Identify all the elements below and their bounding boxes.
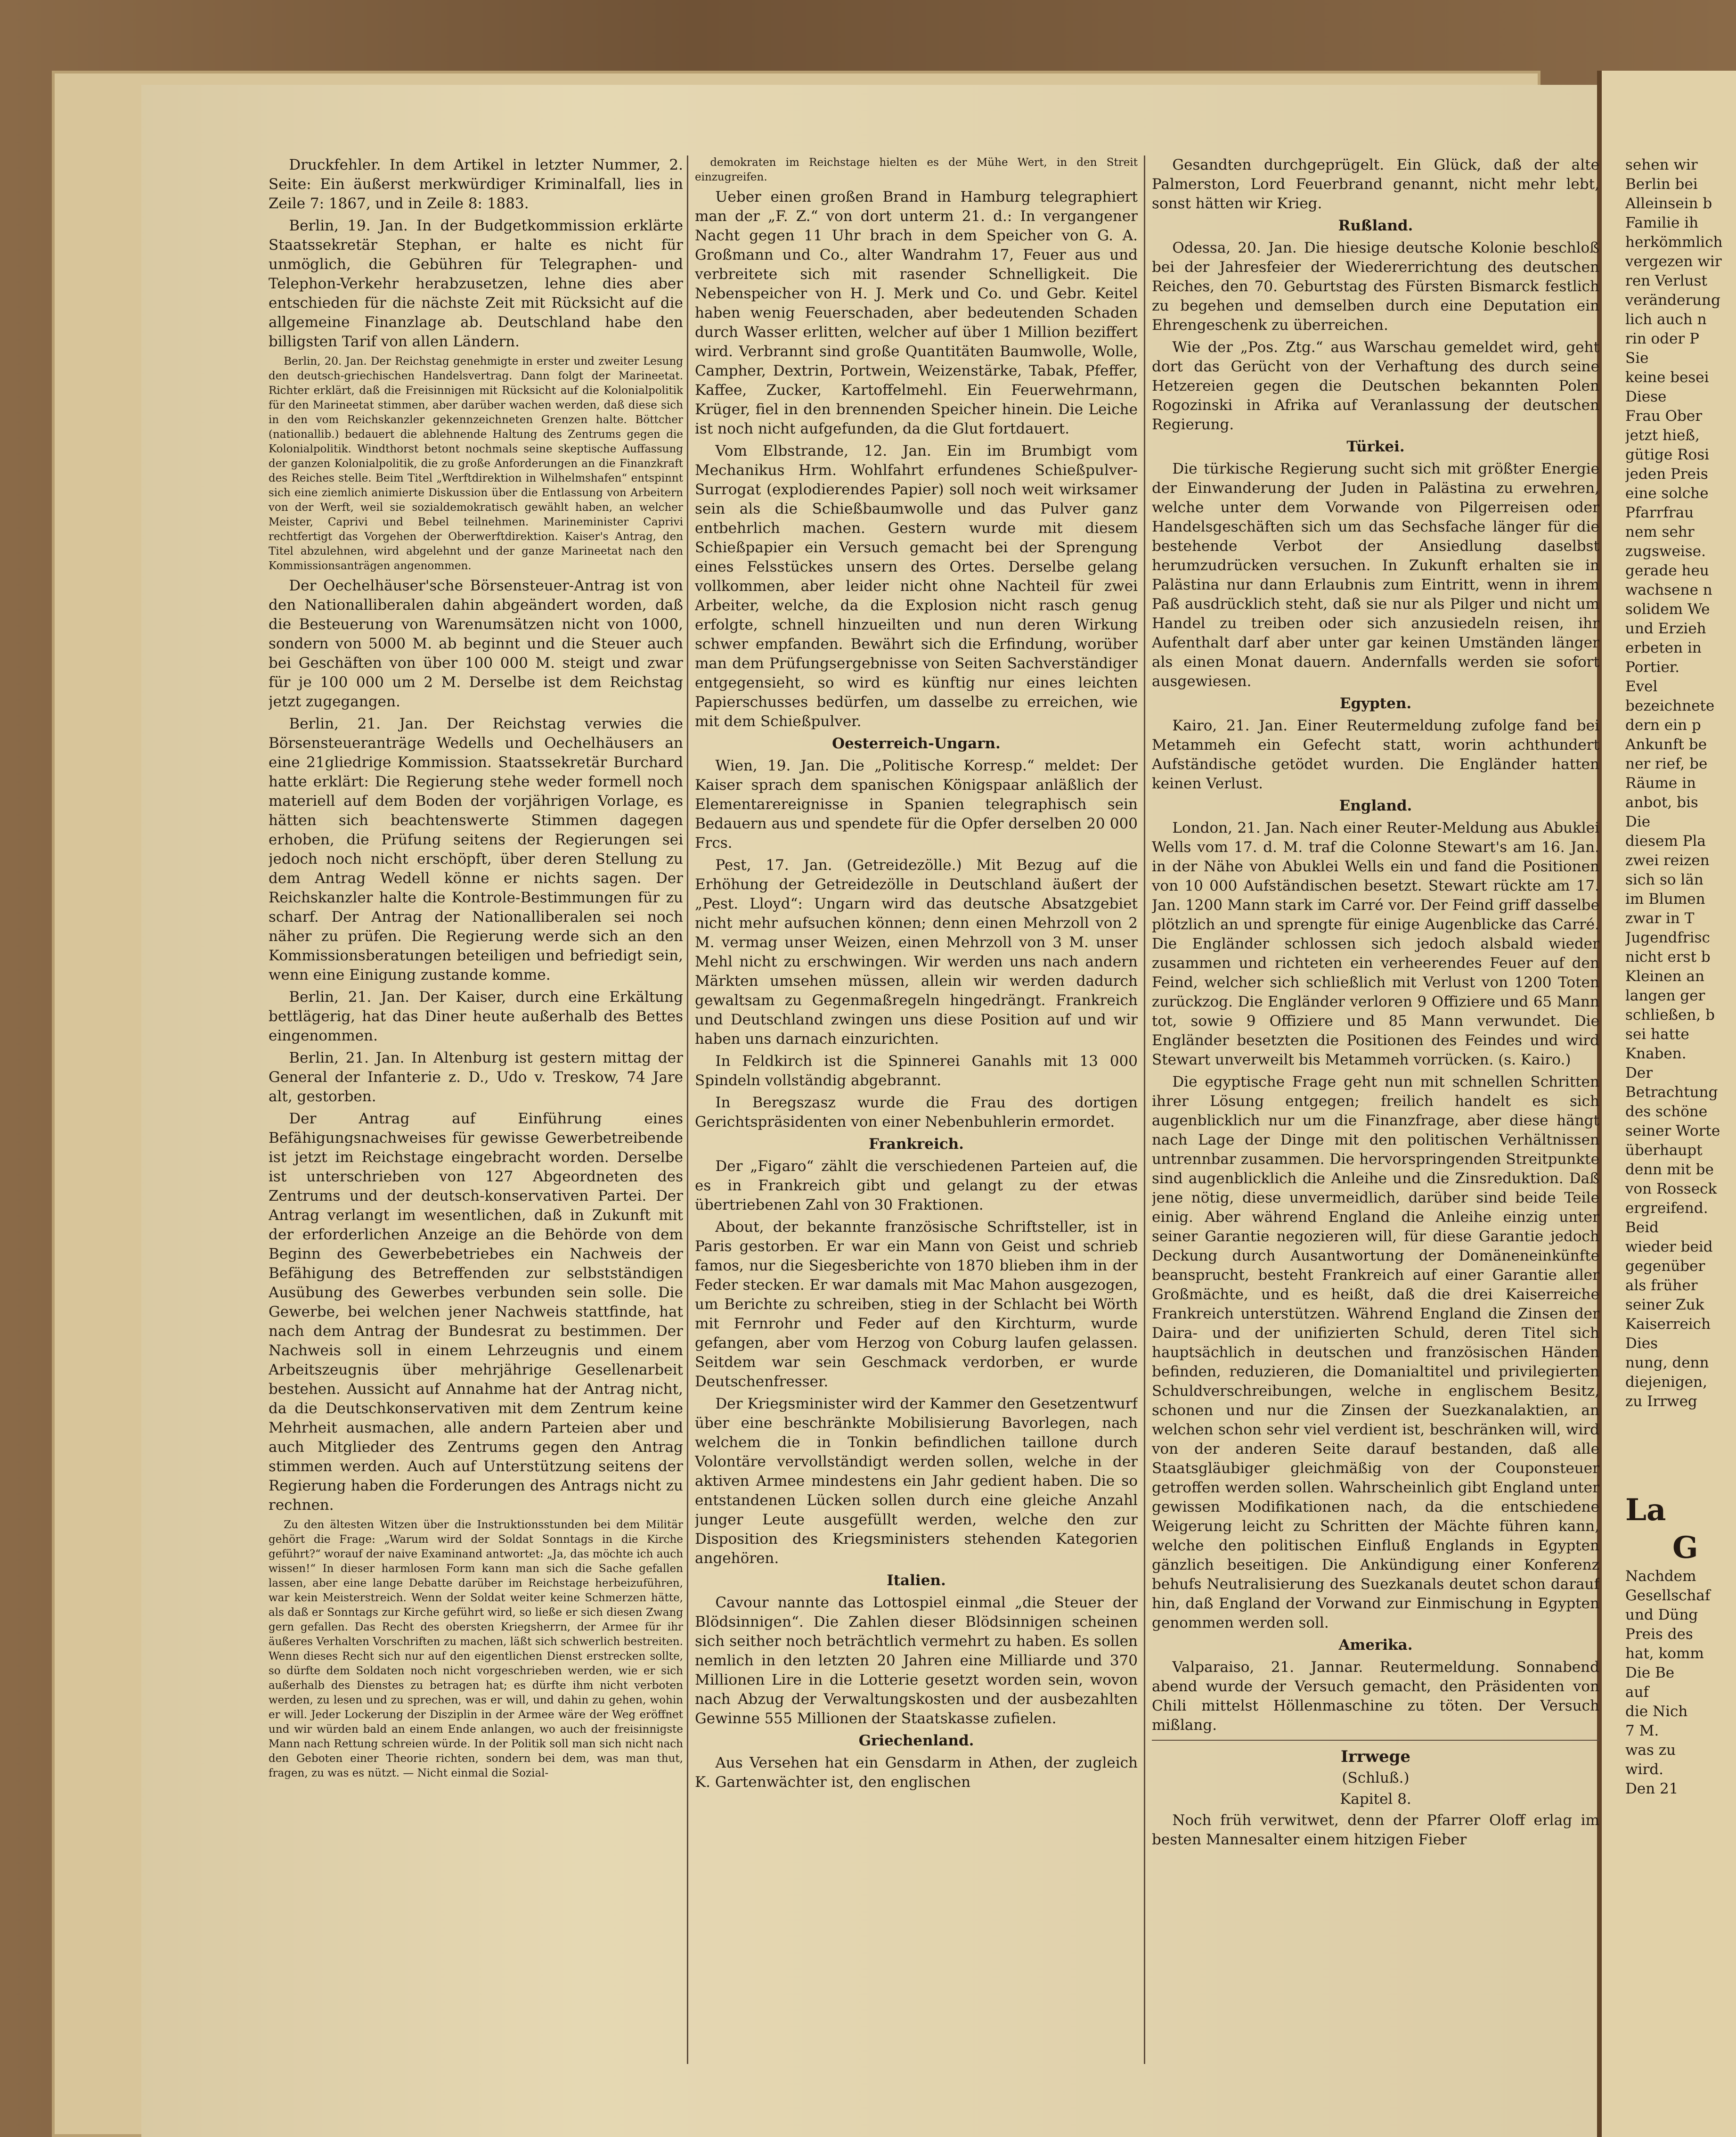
story-chapter: Kapitel 8. xyxy=(1340,1791,1411,1808)
divider xyxy=(1152,1740,1599,1741)
column-4-partial xyxy=(1625,156,1734,2064)
paragraph: Valparaiso, 21. Jannar. Reutermeldung. Sonnabend abend wurde der Versuch gemacht, den Präsidenten von Chili mittelst Höllenmaschine zu töten. Der Versuch mißlang. xyxy=(1152,1659,1599,1734)
text-fragment: Frau Ober xyxy=(1625,408,1703,425)
story-title: Irrwege xyxy=(1340,1747,1411,1766)
column-1 xyxy=(269,156,683,2064)
text-fragment: Nachdem xyxy=(1625,1568,1696,1585)
paragraph: Berlin, 21. Jan. Der Kaiser, durch eine Erkältung bettlägerig, hat das Diner heute außerhalb des Bettes eingenommen. xyxy=(269,989,683,1044)
text-fragment: Berlin bei xyxy=(1625,176,1698,193)
text-fragment: auf xyxy=(1625,1684,1649,1701)
text-fragment: hat, komm xyxy=(1625,1645,1704,1662)
paragraph: Pest, 17. Jan. (Getreidezölle.) Mit Bezug auf die Erhöhung der Getreidezölle in Deutschland äußert der „Pest. Lloyd“: Ungarn wird das deutsche Absatzgebiet nicht mehr aufsuchen können; denn einen Mehrzoll von 2 M. vermag unser Weizen, einen Mehrzoll von 3 M. unser Mehl nicht zu erschwingen. Wir werden uns nach andern Märkten umsehen müssen, allein wir werden dadurch gewaltsam zu Gegenmaßregeln hingedrängt. Frankreich und Deutschland zwingen uns diese Position auf und wir haben uns darnach einzurichten. xyxy=(695,857,1138,1048)
text-fragment: gegenüber xyxy=(1625,1258,1705,1275)
text-fragment: Beid xyxy=(1625,1219,1659,1236)
text-fragment: und Erzieh xyxy=(1625,620,1706,637)
text-fragment: ren Verlust xyxy=(1625,272,1707,289)
text-fragment: rin oder P xyxy=(1625,330,1699,347)
text-fragment: Räume in xyxy=(1625,775,1696,792)
paragraph: Aus Versehen hat ein Gensdarm in Athen, der zugleich K. Gartenwächter ist, den englischen xyxy=(695,1754,1138,1791)
paragraph: Die egyptische Frage geht nun mit schnellen Schritten ihrer Lösung entgegen; freilich handelt es sich augenblicklich nur um die Finanzfrage, aber diese hängt nach Lage der Dinge mit den politischen Verhältnissen untrennbar zusammen. Die hervorspringenden Streitpunkte sind augenblicklich die Anleihe und die Zinsreduktion. Daß jene nötig, diese unvermeidlich, darüber sind beide Teile einig. Aber während England die Anleihe einzig unter seiner Garantie negozieren will, für diese Garantie jedoch Deckung durch Ausantwortung der Domäneneinkünfte beansprucht, besteht Frankreich auf einer Garantie aller Großmächte, und es heißt, daß die drei Kaiserreiche Frankreich unterstützen. Während England die Zinsen der Daira- und der unifizierten Schuld, deren Titel sich hauptsächlich in deutschen und französischen Händen befinden, reduzieren, die Domanialtitel und privilegierten Schuldverschreibungen, welche in englischem Besitz, schonen und nur die Zinsen der Suezkanalaktien, an welchen schon sehr viel verdient ist, beschränken will, wird von der anderen Seite darauf bestanden, daß alle Staatsgläubiger gleichmäßig von der Couponsteuer getroffen werden sollen. Wahrscheinlich gibt England unter gewissen Modifikationen nach, da die entschiedene Weigerung leicht zu Schritten der Mächte führen kann, welche den politischen Einfluß Englands in Egypten gänzlich beseitigen. Die Ankündigung einer Konferenz behufs Neutralisierung des Suezkanals deutet schon darauf hin, daß England der Vorwand zur Einmischung in Egypten genommen werden soll. xyxy=(1152,1073,1599,1631)
text-fragment: keine besei xyxy=(1625,369,1709,386)
paragraph: Berlin, 20. Jan. Der Reichstag genehmigte in erster und zweiter Lesung den deutsch-griechischen Handelsvertrag. Dann folgt der Marineetat. Richter erklärt, daß die Freisinnigen mit Rücksicht auf die Kolonialpolitik für den Marineetat stimmen, aber darüber wachen werden, daß diese sich in den vom Reichskanzler gekennzeichneten Grenzen halte. Böttcher (nationallib.) bedauert die ablehnende Haltung des Zentrums gegen die Kolonialpolitik. Windthorst betont nochmals seine skeptische Auffassung der ganzen Kolonialpolitik, die zu große Anforderungen an die Finanzkraft des Reiches stelle. Beim Titel „Werftdirektion in Wilhelmshafen“ entspinnt sich eine ziemlich animierte Diskussion über die Entlassung von Arbeitern von der Werft, weil sie sozialdemokratisch gewählt haben, an welcher Meister, Caprivi und Bebel teilnehmen. Marineminister Caprivi rechtfertigt das Vorgehen der Oberwerftdirektion. Kaiser's Antrag, den Titel abzulehnen, wird abgelehnt und der ganze Marineetat nach den Kommissionsanträgen angenommen. xyxy=(269,355,683,572)
text-fragment: Gesellschaf xyxy=(1625,1587,1711,1604)
text-fragment: lich auch n xyxy=(1625,311,1707,328)
text-fragment: zwei reizen xyxy=(1625,852,1710,869)
text-fragment: des schöne xyxy=(1625,1103,1708,1120)
text-fragment: denn mit be xyxy=(1625,1161,1714,1178)
text-fragment: Familie ih xyxy=(1625,214,1699,231)
text-fragment: Ankunft be xyxy=(1625,736,1707,753)
text-fragment: La xyxy=(1625,1492,1666,1528)
paragraph: Der „Figaro“ zählt die verschiedenen Parteien auf, die es in Frankreich gibt und gelangt zu der etwas übertriebenen Zahl von 30 Fraktionen. xyxy=(695,1158,1138,1213)
section-heading: Amerika. xyxy=(1338,1637,1413,1654)
paragraph: Zu den ältesten Witzen über die Instruktionsstunden bei dem Militär gehört die Frage: „Warum wird der Soldat Sonntags in die Kirche geführt?“ worauf der naive Examinand antwortet: „Ja, das möchte ich auch wissen!“ In dieser harmlosen Form kann man sich die Sache gefallen lassen, aber eine lange Debatte darüber im Reichstage herbeizuführen, war kein Meisterstreich. Wenn der Soldat weiter keine Schmerzen hätte, als daß er Sonntags zur Kirche geführt wird, so ließe er sich diesen Zwang gern gefallen. Das Recht des obersten Kriegsherrn, der Armee für ihr äußeres Verhalten Vorschriften zu machen, läßt sich schwerlich bestreiten. Wenn dieses Recht sich nur auf den eigentlichen Dienst erstrecken sollte, so dürfte dem Soldaten noch nicht vorgeschrieben werden, wie er sich außerhalb des Dienstes zu betragen hat; es dürfte ihm nicht verboten werden, zu lesen und zu sprechen, was er will, und dahin zu gehen, wohin er will. Jeder Lockerung der Disziplin in der Armee wäre der Weg eröffnet und wir würden bald an einem Ende anlangen, wo auch der freisinnigste Mann nach Rettung schreien würde. In der Politik soll man sich nicht nach den Geboten einer Theorie richten, sondern bei dem, was man thut, fragen, zu was es nützt. — Nicht einmal die Sozial- xyxy=(269,1519,683,1779)
text-fragment: Sie xyxy=(1625,350,1649,367)
paragraph: In Beregszasz wurde die Frau des dortigen Gerichtspräsidenten von einer Nebenbuhlerin ermordet. xyxy=(695,1094,1138,1130)
text-fragment: von Rosseck xyxy=(1625,1180,1717,1197)
text-fragment: Jugendfrisc xyxy=(1625,929,1710,946)
section-heading: Griechenland. xyxy=(858,1732,974,1749)
text-fragment: Alleinsein b xyxy=(1625,195,1712,212)
text-fragment: nicht erst b xyxy=(1625,949,1711,966)
text-fragment: zu Irrweg xyxy=(1625,1393,1697,1410)
text-fragment: Den 21 xyxy=(1625,1780,1679,1797)
column-3 xyxy=(1152,156,1599,2064)
text-fragment: zwar in T xyxy=(1625,910,1695,927)
text-fragment: als früher xyxy=(1625,1277,1698,1294)
text-fragment: im Blumen xyxy=(1625,891,1705,908)
paragraph: Cavour nannte das Lottospiel einmal „die Steuer der Blödsinnigen“. Die Zahlen dieser Blödsinnigen scheinen sich seither noch beträchtlich vermehrt zu haben. Es sollen nemlich in den letzten 20 Jahren eine Milliarde und 370 Millionen Lire in die Lotterie gesetzt worden sein, wovon nach Abzug der Verwaltungskosten und der ausbezahlten Gewinne 555 Millionen der Staatskasse zufielen. xyxy=(695,1594,1138,1727)
paragraph: Berlin, 21. Jan. In Altenburg ist gestern mittag der General der Infanterie z. D., Udo v. Treskow, 74 Jare alt, gestorben. xyxy=(269,1049,683,1105)
paragraph: Kairo, 21. Jan. Einer Reutermeldung zufolge fand bei Metammeh ein Gefecht statt, worin achthundert Aufständische getödet wurden. Die Engländer hatten keinen Verlust. xyxy=(1152,717,1599,792)
text-fragment: diesem Pla xyxy=(1625,833,1706,850)
section-heading: England. xyxy=(1339,797,1412,814)
text-fragment: Dies xyxy=(1625,1335,1658,1352)
text-fragment: Der xyxy=(1625,1064,1653,1081)
section-heading: Egypten. xyxy=(1339,695,1412,712)
text-fragment: nung, denn xyxy=(1625,1354,1709,1371)
text-fragment: veränderung xyxy=(1625,292,1720,309)
paragraph: Berlin, 21. Jan. Der Reichstag verwies die Börsensteueranträge Wedells und Oechelhäusers an eine 21gliedrige Kommission. Staatssekretär Burchard hatte erklärt: Die Regierung stehe weder formell noch materiell auf dem Boden der vorjährigen Vorlage, es hätten sich beachtenswerte Stimmen dagegen erhoben, die Prüfung seitens der Regierungen sei jedoch noch nicht erschöpft, über deren Stellung zu dem Antrag Wedell könne er nichts sagen. Der Reichskanzler halte die Kontrole-Bestimmungen für zu scharf. Der Antrag der Nationalliberalen sei noch näher zu prüfen. Die Regierung werde sich an den Kommissionsberatungen beteiligen und befriedigt sein, wenn eine Einigung zustande komme. xyxy=(269,715,683,983)
text-fragment: wird. xyxy=(1625,1761,1663,1778)
text-fragment: sei hatte xyxy=(1625,1026,1689,1043)
text-fragment: schließen, b xyxy=(1625,1007,1715,1023)
text-fragment: Portier. xyxy=(1625,659,1680,676)
section-heading: Frankreich. xyxy=(869,1136,964,1153)
text-fragment: seiner Worte xyxy=(1625,1122,1720,1139)
paragraph: Ueber einen großen Brand in Hamburg telegraphiert man der „F. Z.“ von dort unterm 21. d.: In vergangener Nacht gegen 11 Uhr brach in dem Speicher von G. A. Großmann und Co., alter Wandrahm 17, Feuer aus und verbreitete sich mit rasender Schnelligkeit. Die Nebenspeicher von H. J. Merk und Co. und Gebr. Keitel haben wenig Feuerschaden, aber bedeutenden Schaden durch Wasser erlitten, welcher auf über 1 Million beziffert wird. Verbrannt sind große Quantitäten Baumwolle, Wolle, Campher, Dextrin, Portwein, Weizenstärke, Tabak, Pfeffer, Kaffee, Zucker, Kartoffelmehl. Ein Feuerwehrmann, Krüger, fiel in den brennenden Speicher hinein. Die Leiche ist noch nicht aufgefunden, da die Glut fortdauert. xyxy=(695,188,1138,437)
column-rule xyxy=(1144,156,1145,2064)
text-fragment: Kleinen an xyxy=(1625,968,1704,985)
text-fragment: sich so län xyxy=(1625,871,1703,888)
paragraph: Noch früh verwitwet, denn der Pfarrer Oloff erlag im besten Mannesalter einem hitzigen Fieber xyxy=(1152,1812,1599,1848)
section-heading: Türkei. xyxy=(1346,438,1405,455)
story-subtitle: (Schluß.) xyxy=(1342,1769,1410,1786)
text-fragment: sehen wir xyxy=(1625,156,1698,173)
paragraph: Wie der „Pos. Ztg.“ aus Warschau gemeldet wird, geht dort das Gerücht von der Verhaftung des durch seine Hetzereien gegen die Deutschen bekannten Polen Rogozinski in Afrika auf Veranlassung der deutschen Regierung. xyxy=(1152,339,1599,433)
paragraph: Die türkische Regierung sucht sich mit größter Energie der Einwanderung der Juden in Palästina zu erwehren, welche unter dem Vorwande von Pilgerreisen oder Handelsgeschäften sich um das Sechsfache länger für die bestehende Verbot der Ansiedlung daselbst herumzudrücken versuchen. In Zukunft erhalten sie in Palästina nur dann Erlaubnis zum Eintritt, wenn in ihrem Paß ausdrücklich steht, daß sie nur als Pilger und nicht um Handel zu treiben oder sich anzusiedeln reisen, ihr Aufenthalt darf aber unter gar keinen Umständen länger als einen Monat dauern. Andernfalls werden sie sofort ausgewiesen. xyxy=(1152,460,1599,690)
column-rule xyxy=(687,156,688,2064)
text-fragment: gütige Rosi xyxy=(1625,446,1710,463)
text-fragment: langen ger xyxy=(1625,987,1705,1004)
text-fragment: ner rief, be xyxy=(1625,755,1708,772)
text-fragment: Kaiserreich xyxy=(1625,1316,1711,1333)
text-fragment: ergreifend. xyxy=(1625,1200,1708,1217)
paragraph: Gesandten durchgeprügelt. Ein Glück, daß der alte Palmerston, Lord Feuerbrand genannt, nicht mehr lebt, sonst hätten wir Krieg. xyxy=(1152,156,1599,212)
text-fragment: Pfarrfrau xyxy=(1625,504,1694,521)
paragraph: Der Antrag auf Einführung eines Befähigungsnachweises für gewisse Gewerbetreibende ist jetzt im Reichstage eingebracht worden. Derselbe ist unterschrieben von 127 Abgeordneten des Zentrums und der deutsch-konservativen Partei. Der Antrag verlangt im wesentlichen, daß in Zukunft mit der erforderlichen Anzeige an die Behörde von dem Beginn des Gewerbebetriebes ein Nachweis der Befähigung des Betreffenden zur selbstständigen Ausübung des Gewerbes verbunden sein solle. Die Gewerbe, bei welchen jener Nachweis stattfinde, hat nach dem Antrag der Bundesrat zu bestimmen. Der Nachweis soll in einem Lehrzeugnis und einem Arbeitszeugnis über mehrjährige Gesellenarbeit bestehen. Aussicht auf Annahme hat der Antrag nicht, da die Deutschkonservativen mit dem Zentrum keine Mehrheit ausmachen, alle andern Parteien aber und auch Mitglieder des Zentrums gegen den Antrag stimmen werden. Auch auf Unterstützung seitens der Regierung haben die Forderungen des Antrags nicht zu rechnen. xyxy=(269,1110,683,1514)
text-fragment: G xyxy=(1672,1530,1698,1565)
text-fragment: herkömmlich xyxy=(1625,234,1723,251)
text-fragment: überhaupt xyxy=(1625,1142,1703,1159)
text-fragment: anbot, bis xyxy=(1625,794,1698,811)
text-fragment: solidem We xyxy=(1625,601,1710,618)
paragraph: Vom Elbstrande, 12. Jan. Ein im Brumbigt vom Mechanikus Hrm. Wohlfahrt erfundenes Schießpulver-Surrogat (explodierendes Papier) soll noch weit wirksamer sein als die Schießbaumwolle und das Pulver ganz entbehrlich machen. Gestern wurde mit diesem Schießpapier ein Versuch gemacht bei der Sprengung eines Felsstückes unsern des Ortes. Derselbe gelang vollkommen, aber leider nicht ohne Nachteil für zwei Arbeiter, welche, da die Explosion nicht rasch genug erfolgte, schnell hinzueilten und nun deren Wirkung schwer empfanden. Bewährt sich die Erfindung, worüber man dem Prüfungsergebnisse von Seiten Sachverständiger entgegensieht, so wird es künftig nur eines leichten Papierschusses bedürfen, um dasselbe zu erreichen, wie mit dem Schießpulver. xyxy=(695,442,1138,730)
paragraph: demokraten im Reichstage hielten es der Mühe Wert, in den Streit einzugreifen. xyxy=(695,156,1138,183)
paragraph: Odessa, 20. Jan. Die hiesige deutsche Kolonie beschloß bei der Jahresfeier der Wiedererrichtung des deutschen Reiches, den 70. Geburtstag des Fürsten Bismarck festlich zu begehen und demselben durch eine Deputation ein Ehrengeschenk zu überreichen. xyxy=(1152,239,1599,334)
paragraph: About, der bekannte französische Schriftsteller, ist in Paris gestorben. Er war ein Mann von Geist und schrieb famos, nur die Siegesberichte von 1870 blieben ihm in der Feder stecken. Er war damals mit Mac Mahon ausgezogen, um Berichte zu schreiben, stieg in der Schlacht bei Wörth mit Fernrohr und Feder auf den Kirchturm, wurde gefangen, aber vom Herzog von Coburg laufen gelassen. Seitdem war sein Geschmack verdorben, er wurde Deutschenfresser. xyxy=(695,1219,1138,1390)
text-fragment: eine solche xyxy=(1625,485,1709,502)
text-fragment: nem sehr xyxy=(1625,524,1695,540)
column-2 xyxy=(695,156,1138,2064)
text-fragment: Diese xyxy=(1625,388,1667,405)
text-fragment: zugsweise. xyxy=(1625,543,1706,560)
text-fragment: 7 M. xyxy=(1625,1722,1659,1739)
text-fragment: gerade heu xyxy=(1625,562,1709,579)
section-heading: Oesterreich-Ungarn. xyxy=(832,735,1001,752)
text-fragment: und Düng xyxy=(1625,1606,1698,1623)
text-fragment: dern ein p xyxy=(1625,717,1701,734)
paragraph: Wien, 19. Jan. Die „Politische Korresp.“ meldet: Der Kaiser sprach dem spanischen Königspaar anläßlich der Elementarereignisse in Spanien telegraphisch sein Bedauern aus und spendete für die Opfer derselben 20 000 Frcs. xyxy=(695,757,1138,852)
text-fragment: jetzt hieß, xyxy=(1625,427,1700,444)
text-fragment: erbeten in xyxy=(1625,639,1702,656)
text-fragment: vergezen wir xyxy=(1625,253,1722,270)
paragraph: In Feldkirch ist die Spinnerei Ganahls mit 13 000 Spindeln vollständig abgebrannt. xyxy=(695,1053,1138,1089)
section-heading: Italien. xyxy=(887,1572,946,1589)
text-fragment: wachsene n xyxy=(1625,581,1712,598)
text-fragment: Die xyxy=(1625,813,1651,830)
paragraph: Druckfehler. In dem Artikel in letzter Nummer, 2. Seite: Ein äußerst merkwürdiger Kriminalfall, lies in Zeile 7: 1867, und in Zeile 8: 1883. xyxy=(269,156,683,212)
section-heading: Rußland. xyxy=(1338,217,1413,234)
paragraph: London, 21. Jan. Nach einer Reuter-Meldung aus Abuklei Wells vom 17. d. M. traf die Colonne Stewart's am 16. Jan. in der Nähe von Abuklei Wells ein und fand die Positionen von 10 000 Aufständischen besetzt. Stewart rückte am 17. Jan. 1200 Mann stark im Carré vor. Der Feind griff dasselbe plötzlich an und sprengte für einige Augenblicke das Carré. Die Engländer schlossen sich jedoch alsbald wieder zusammen und richteten ein verheerendes Feuer auf den Feind, welcher sich schließlich mit Verlust von 1200 Toten zurückzog. Die Engländer verloren 9 Offiziere und 65 Mann tot, sowie 9 Offiziere und 85 Mann verwundet. Die Engländer besetzten die Positionen des Feindes und wird Stewart unverweilt bis Metammeh vorrücken. (s. Kairo.) xyxy=(1152,819,1599,1068)
text-fragment: Evel xyxy=(1625,678,1658,695)
text-fragment: Knaben. xyxy=(1625,1045,1687,1062)
paragraph: Berlin, 19. Jan. In der Budgetkommission erklärte Staatssekretär Stephan, er halte es nicht für unmöglich, die Gebühren für Telegraphen- und Telephon-Verkehr herabzusetzen, lehne dies aber entschieden für die nächste Zeit mit Rücksicht auf die allgemeine Finanzlage ab. Deutschland habe den billigsten Tarif von allen Ländern. xyxy=(269,217,683,350)
text-fragment: bezeichnete xyxy=(1625,697,1715,714)
paragraph: Der Oechelhäuser'sche Börsensteuer-Antrag ist von den Nationalliberalen dahin abgeändert worden, daß die Besteuerung von Warenumsätzen nicht von 1000, sondern von 5000 M. ab beginnt und die Steuer auch bei Geschäften von über 100 000 M. steigt und zwar für je 100 000 um 2 M. Derselbe ist dem Reichstag jetzt zugegangen. xyxy=(269,577,683,710)
text-fragment: seiner Zuk xyxy=(1625,1296,1704,1313)
paragraph: Der Kriegsminister wird der Kammer den Gesetzentwurf über eine beschränkte Mobilisierung Bavorlegen, nach welchem die in Tonkin befindlichen taillone durch Volontäre vervollständigt werden sollen, welche in der aktiven Armee mindestens ein Jahr gedient haben. Die so entstandenen Lücken sollen durch eine gleiche Anzahl junger Leute ausgefüllt werden, welche den zur Disposition des Kriegsministers stehenden Kategorien angehören. xyxy=(695,1395,1138,1567)
text-fragment: Die Be xyxy=(1625,1664,1675,1681)
text-fragment: Betrachtung xyxy=(1625,1084,1718,1101)
text-fragment: diejenigen, xyxy=(1625,1374,1707,1391)
text-fragment: jeden Preis xyxy=(1625,466,1708,483)
text-fragment: wieder beid xyxy=(1625,1238,1713,1255)
text-fragment: Preis des xyxy=(1625,1626,1693,1643)
text-fragment: was zu xyxy=(1625,1742,1676,1759)
text-fragment: die Nich xyxy=(1625,1703,1688,1720)
